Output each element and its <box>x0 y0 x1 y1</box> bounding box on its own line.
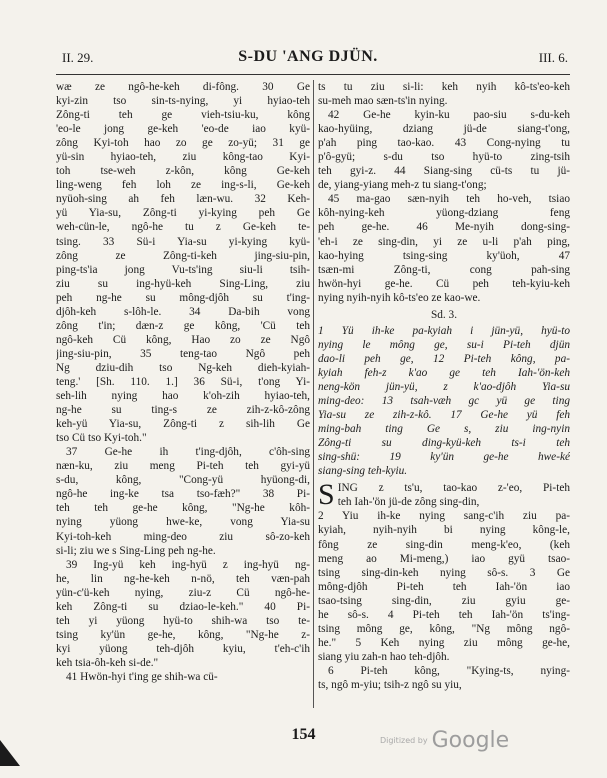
text-line: Yia-su ze zih-z-kô. 17 Ge-he yü feh <box>318 409 570 422</box>
text-line: wæ ze ngô-he-keh di-fông. 30 Ge <box>56 81 310 93</box>
text-line: teh gyi-z. 44 Siang-sing cü-ts tu jü- <box>318 165 570 178</box>
text-line: peh ge-he. 46 Me-nyih dong-sing- <box>318 221 570 234</box>
text-line: kao-hying tsing-sing ky'üoh, 47 <box>318 249 570 262</box>
text-line: weh-cün-le, ngô-he tu z Ge-keh te- <box>56 221 310 234</box>
text-line: ziu su ing-hyü-keh Sing-Ling, ziu <box>56 277 310 290</box>
text-line: 'eo-le jong ge-keh 'eo-de iao kyü- <box>56 123 310 136</box>
text-line: he, lin ng-he-keh n-nö, teh væn-pah <box>56 572 310 585</box>
text-line: yü Yia-su, Zông-ti yi-kying peh Ge <box>56 207 310 220</box>
text-line: kyiah feh-z k'ao ge teh Iah-'ön-keh <box>318 366 570 379</box>
text-line: 'eh-i ze sing-din, yi ze u-li p'ah ping, <box>318 235 570 248</box>
drop-cap: S <box>318 478 335 512</box>
text-line: hwön-hyi ge-he. Cü peh teh-kyiu-keh <box>318 277 570 290</box>
text-line: ts, ngô m-yiu; tsih-z ngô su yiu, <box>318 678 462 691</box>
text-line: 41 Hwön-hyi t'ing ge shih-wa cü- <box>66 670 218 683</box>
section-summary <box>318 324 570 479</box>
text-line: zông t'in; dæn-z ge kông, 'Cü teh <box>56 319 310 332</box>
text-line: meng ao Mi-meng,) iao gyü tsao- <box>318 552 570 565</box>
text-line: mông-djôh Pi-teh teh Iah-'ön iao <box>318 580 570 593</box>
text-line: su-meh mao sæn-ts'in nying. <box>318 95 448 108</box>
text-line: nying yüong hwe-ke, vong Yia-su <box>56 516 310 529</box>
section-heading: Sd. 3. <box>430 308 458 321</box>
text-line: tso Cü tso Kyi-toh." <box>56 432 147 445</box>
text-line: ling-weng feh loh ze ing-s-li, Ge-keh <box>56 179 310 192</box>
text-line: he sô-s. 4 Pi-teh teh Iah-'ön ts'ing- <box>318 608 570 621</box>
page-number: 154 <box>291 726 316 743</box>
text-line: Zông-ti teh ge vieh-tsiu-ku, kông <box>56 109 310 122</box>
text-line: toh tse-weh z-kôn, kông Ge-keh <box>56 165 310 178</box>
text-line: kyi-zin tso sin-ts-nying, yi hyiao-teh <box>56 95 310 108</box>
left-text-column <box>56 80 310 712</box>
header-chapter-left: II. 29. <box>62 50 94 65</box>
text-line: ng-he su ting-s ze zih-z-kô-zông <box>56 404 310 417</box>
text-line: dao-li peh ge, 12 Pi-teh kông, pa- <box>318 352 570 365</box>
text-line: 45 ma-gao sæn-nyih teh ho-veh, tsiao <box>328 193 570 206</box>
text-line: p'ah ping tao-kao. 43 Cong-nying tu <box>318 137 570 150</box>
right-text-column <box>318 80 570 712</box>
text-line: keh tsia-ôh-keh si-de." <box>56 656 159 669</box>
text-line: sing-shü: 19 ky'ün ge-he hwe-ké <box>318 451 570 464</box>
column-divider <box>313 80 314 708</box>
text-line: kyiah, nyih-nyih bi nying kông-le, <box>318 524 570 537</box>
text-line: ming-bah ting Ge s, ziu ing-nyin <box>318 423 570 436</box>
text-line: nying le mông ge, su-i Pi-teh djün <box>318 338 570 351</box>
text-line: yün-c'ü-keh nying, ziu-z Cü ngô-he- <box>56 586 310 599</box>
running-header <box>48 48 568 70</box>
text-line: teh Iah-'ön jü-de zông sing-din, <box>337 496 480 509</box>
text-line: teh teh ge-he kông, "Ng-he kôh- <box>56 502 310 515</box>
text-line: p'ô-gyü; s-du tso hyü-to zing-tsih <box>318 151 570 164</box>
text-line: 39 Ing-yü keh ing-hyü z ing-hyü ng- <box>66 558 310 571</box>
header-rule <box>56 74 570 75</box>
text-line: ts tu ziu si-li: keh nyih kô-ts'eo-keh <box>318 81 570 93</box>
text-line: 37 Ge-he ih t'ing-djôh, c'ôh-sing <box>66 446 310 459</box>
text-line: teng.' [Sh. 110. 1.] 36 Sü-i, t'ong Yi- <box>56 375 310 388</box>
text-line: siang-sing teh-kyiu. <box>318 465 408 478</box>
watermark-logo-text: Google <box>431 728 510 753</box>
text-line: djôh-keh s-lôh-le. 34 Da-bih vong <box>56 305 310 318</box>
right-column-continuation <box>318 80 570 305</box>
text-line: tsing. 33 Sü-i Yia-su yi-kying kyü- <box>56 235 310 248</box>
section-body <box>318 509 570 692</box>
text-line: ping-ts'ia jong Vu-ts'ing siu-li tsih- <box>56 263 310 276</box>
text-line: seh-lih nying hao k'oh-zih hyiao-teh, <box>56 390 310 403</box>
text-line: de, yiang-yiang meh-z tu siang-t'ong; <box>318 179 487 192</box>
text-line: si-li; ziu we s Sing-Ling peh ng-he. <box>56 544 216 557</box>
text-line: næn-ku, ziu meng Pi-teh teh gyi-yü <box>56 460 310 473</box>
text-line: siang yiu zah-n hao teh-djôh. <box>318 650 450 663</box>
text-line: 1 Yü ih-ke pa-kyiah i jün-yü, hyü-to <box>318 324 570 337</box>
text-line: tsæn-mi Zông-ti, cong pah-sing <box>318 263 570 276</box>
text-line: he." 5 Keh nying ziu mông ge-he, <box>318 636 570 649</box>
text-line: kao-hyüing, dziang jü-de siang-t'ong, <box>318 123 570 136</box>
text-line: nying nyih-nyih kô-ts'eo ze kao-we. <box>318 291 481 304</box>
text-line: ngô-he ing-ke tsa tso-fæh?" 38 Pi- <box>56 488 310 501</box>
text-line: Kyi-toh-keh ming-deo ziu sô-zo-keh <box>56 530 310 543</box>
text-line: 42 Ge-he kyin-ku pao-siu s-du-keh <box>328 109 570 122</box>
text-line: yü-sin hyiao-teh, ziu kông-tao Kyi- <box>56 151 310 164</box>
text-line: s-du, kông, "Cong-yü hyüong-di, <box>56 474 310 487</box>
text-line: tsao-tsing sing-din, ziu gyiu ge- <box>318 594 570 607</box>
text-line: jing-siu-pin, 35 teng-tao Ngô peh <box>56 347 310 360</box>
text-line: ming-deo: 13 tsah-væh gc yü ge ting <box>318 395 570 408</box>
text-line: peh ng-he su mông-djôh su t'ing- <box>56 291 310 304</box>
text-line: kyi yüong teh-djôh kyiu, t'eh-c'ih <box>56 642 310 655</box>
text-line: ngô-keh Cü kông, Hao zo ze Ngô <box>56 333 310 346</box>
text-line: tsing ky'ün ge-he, kông, "Ng-he z- <box>56 628 310 641</box>
drop-cap-lines <box>318 478 570 512</box>
page-corner-mark <box>0 740 20 766</box>
text-line: fông ze sing-din meng-k'eo, (keh <box>318 538 570 551</box>
digitization-watermark <box>380 728 509 756</box>
text-line: teh yi yüong hyü-to shih-wa tso te- <box>56 614 310 627</box>
text-line: Zông-ti su ding-kyü-keh ts-i teh <box>318 437 570 450</box>
text-line: kôh-nying-keh yüong-dziang feng <box>318 207 570 220</box>
section-opening <box>318 478 570 512</box>
text-line: zông ze Zông-ti-keh jing-siu-pin, <box>56 249 310 262</box>
text-line: 2 Yiu ih-ke nying sang-c'ih ziu pa- <box>318 510 570 523</box>
text-line: keh Zông-ti su dziao-le-keh." 40 Pi- <box>56 600 310 613</box>
text-line: tsing sing-din-keh nying sô-s. 3 Ge <box>318 566 570 579</box>
text-line: ING z ts'u, tao-kao z-'eo, Pi-teh <box>337 482 570 495</box>
header-chapter-right: III. 6. <box>538 50 568 65</box>
text-line: zông Kyi-toh hao zo ge zo-yü; 31 ge <box>56 137 310 150</box>
header-title: S-DU 'ANG DJÜN. <box>238 48 378 65</box>
text-line: keh-yü Yia-su, Zông-ti z sih-lih Ge <box>56 418 310 431</box>
text-line: neng-kön jün-yü, z k'ao-djôh Yia-su <box>318 380 570 393</box>
watermark-small-text: Digitized by <box>380 736 428 745</box>
text-line: nyüoh-sing ah feh læn-wu. 32 Keh- <box>56 193 310 206</box>
text-line: 6 Pi-teh kông, "Kying-ts, nying- <box>328 664 570 677</box>
text-line: tsing mông ge, kông, "Ng mông ngô- <box>318 622 570 635</box>
text-line: Ng dziu-dih tso Ng-keh dieh-kyiah- <box>56 361 310 374</box>
